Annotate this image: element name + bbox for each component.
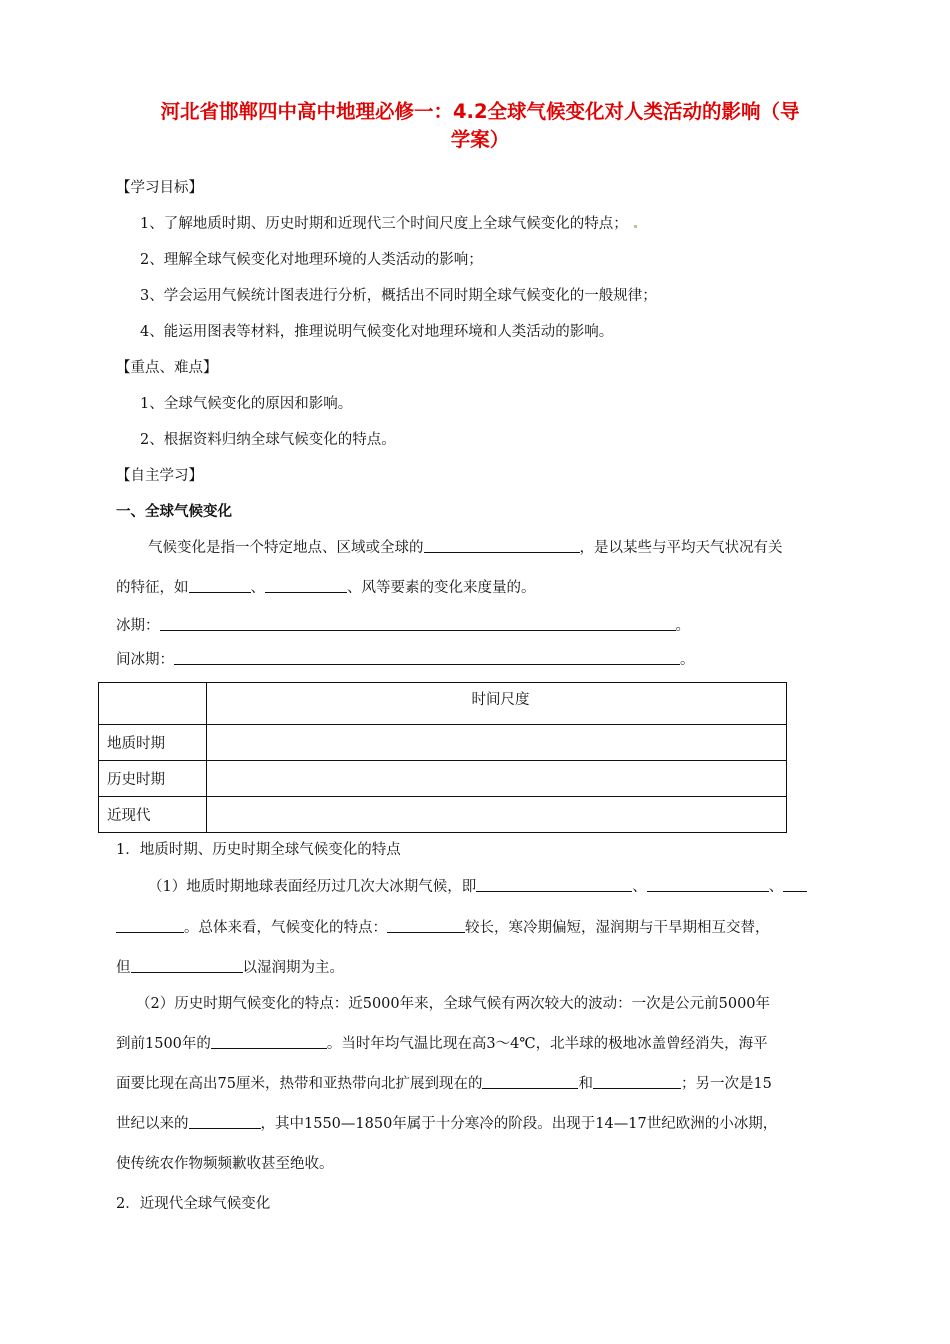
climate-definition-line-2: 的特征，如 、 、风等要素的变化来度量的。 xyxy=(116,580,536,596)
row-label-historical: 历史时期 xyxy=(99,761,207,797)
table-corner-cell xyxy=(99,683,207,725)
table-cell-modern[interactable] xyxy=(207,797,787,833)
table-row xyxy=(99,725,787,761)
time-scale-table xyxy=(98,682,787,833)
table-row xyxy=(99,797,787,833)
table-cell-historical[interactable] xyxy=(207,761,787,797)
q1-line-1: （1）地质时期地球表面经历过几次大冰期气候，即 、 、 xyxy=(148,877,807,897)
objective-item-3: 3、学会运用气候统计图表进行分析，概括出不同时期全球气候变化的一般规律； xyxy=(140,288,657,304)
part-1-heading: 1．地质时期、历史时期全球气候变化的特点 xyxy=(116,842,401,858)
blank-ice-age-3b[interactable] xyxy=(116,918,184,933)
title-line-2: 学案） xyxy=(450,128,510,151)
q2-line-3: 面要比现在高出75厘米，热带和亚热带向北扩展到现在的 和 ；另一次是15 xyxy=(116,1076,772,1092)
blank-region-1[interactable] xyxy=(482,1074,578,1089)
row-label-geological: 地质时期 xyxy=(99,725,207,761)
blank-warm-period-2[interactable] xyxy=(131,958,243,973)
interglacial-line: 间冰期： 。 xyxy=(116,652,695,668)
blank-region-2[interactable] xyxy=(593,1074,681,1089)
keypoints-heading: 【重点、难点】 xyxy=(116,360,218,376)
objective-item-2: 2、理解全球气候变化对地理环境的人类活动的影响； xyxy=(140,252,483,268)
objective-item-4: 4、能运用图表等材料，推理说明气候变化对地理环境和人类活动的影响。 xyxy=(140,324,614,340)
table-header-row xyxy=(99,683,787,725)
q2-line-1: （2）历史时期气候变化的特点：近5000年来，全球气候有两次较大的波动：一次是公元前5000年 xyxy=(136,996,771,1012)
blank-ice-age[interactable] xyxy=(160,616,676,631)
blank-ice-age-2[interactable] xyxy=(647,877,769,892)
table-cell-geological[interactable] xyxy=(207,725,787,761)
table-header-time-scale: 时间尺度 xyxy=(207,683,787,725)
climate-definition-line-1: 气候变化是指一个特定地点、区域或全球的 ，是以某些与平均天气状况有关 xyxy=(148,540,783,556)
keypoint-item-1: 1、全球气候变化的原因和影响。 xyxy=(140,396,353,412)
objectives-heading: 【学习目标】 xyxy=(116,180,203,196)
table-row xyxy=(99,761,787,797)
part-2-heading: 2．近现代全球气候变化 xyxy=(116,1196,271,1212)
blank-interglacial[interactable] xyxy=(174,650,680,665)
q1-line-3: 但 以湿润期为主。 xyxy=(116,960,344,976)
title-line-1: 河北省邯郸四中高中地理必修一：4.2全球气候变化对人类活动的影响（导 xyxy=(160,100,800,123)
q2-line-2: 到前1500年的 。当时年均气温比现在高3～4℃，北半球的极地冰盖曾经消失，海平 xyxy=(116,1036,768,1052)
q2-line-4: 世纪以来的 ，其中1550—1850年属于十分寒冷的阶段。出现于14—17世纪欧洲的小冰期， xyxy=(116,1116,778,1132)
blank-cold-period[interactable] xyxy=(189,1114,261,1129)
blank-ice-age-1[interactable] xyxy=(476,877,632,892)
stray-mark xyxy=(634,225,637,228)
blank-warm-period[interactable] xyxy=(387,918,465,933)
q2-line-5: 使传统农作物频频歉收甚至绝收。 xyxy=(116,1156,334,1172)
ice-age-line: 冰期： 。 xyxy=(116,618,690,634)
blank-ice-age-3a[interactable] xyxy=(783,877,807,892)
self-study-heading: 【自主学习】 xyxy=(116,468,203,484)
blank-element-1[interactable] xyxy=(189,578,251,593)
objective-item-1: 1、了解地质时期、历史时期和近现代三个时间尺度上全球气候变化的特点； xyxy=(140,214,637,234)
blank-warm-period-3[interactable] xyxy=(211,1034,327,1049)
section-1-heading: 一、全球气候变化 xyxy=(116,504,232,520)
keypoint-item-2: 2、根据资料归纳全球气候变化的特点。 xyxy=(140,432,396,448)
blank-definition[interactable] xyxy=(424,538,580,553)
q1-line-2: 。总体来看，气候变化的特点： 较长，寒冷期偏短，湿润期与干旱期相互交替， xyxy=(116,918,770,938)
row-label-modern: 近现代 xyxy=(99,797,207,833)
blank-element-2[interactable] xyxy=(265,578,347,593)
document-title xyxy=(100,98,860,154)
